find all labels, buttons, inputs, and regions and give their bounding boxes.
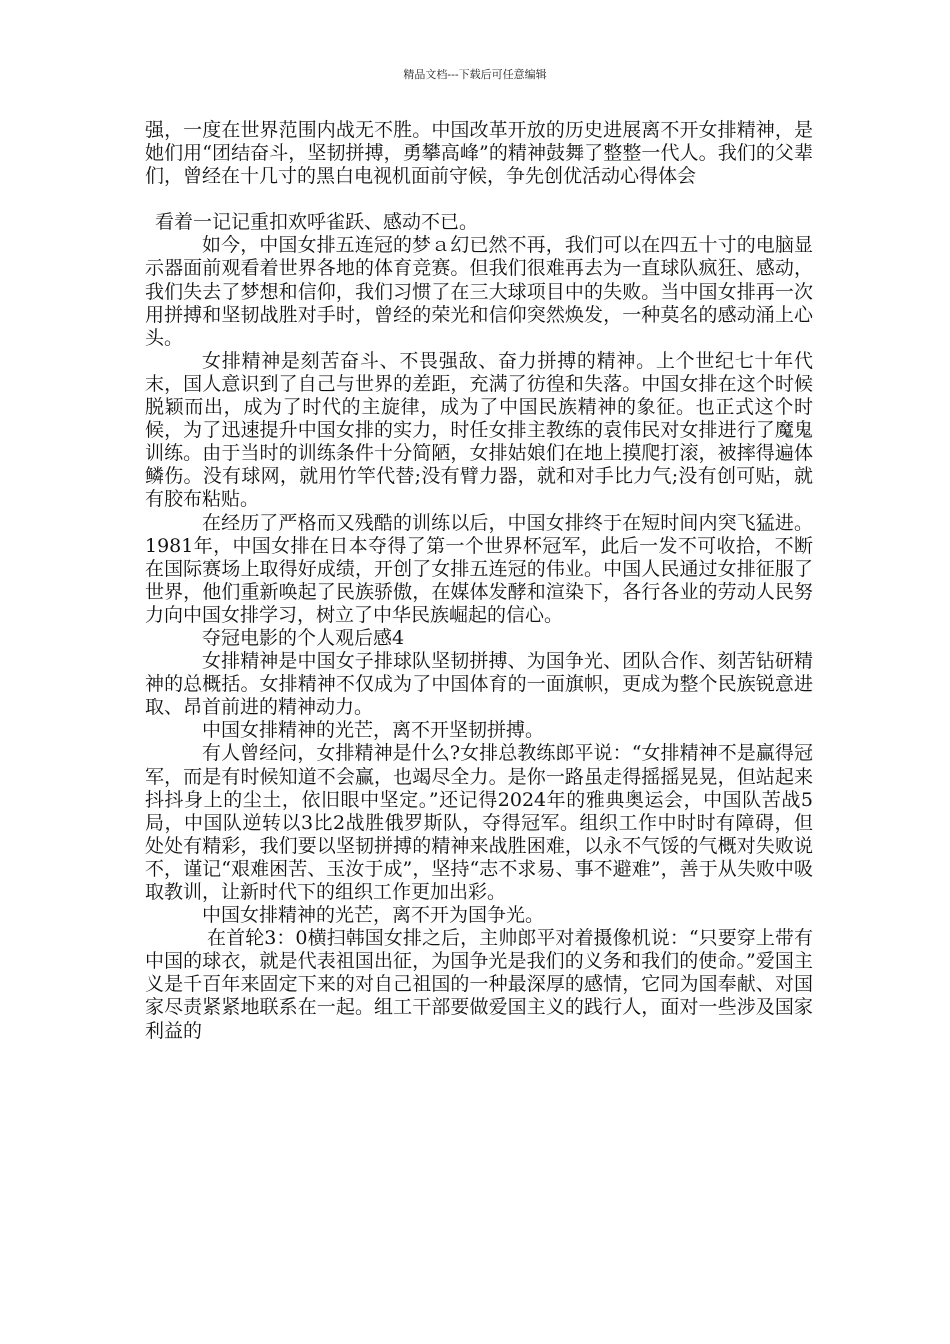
paragraph: 中国女排精神的光芒，离不开坚韧拼搏。 [202, 719, 545, 742]
blank-line [145, 188, 813, 211]
paragraph: 中国女排精神的光芒，离不开为国争光。 [202, 904, 545, 927]
paragraph: 在经历了严格而又残酷的训练以后，中国女排终于在短时间内突飞猛进。1981年，中国女排在日本夺得了第一个世界杯冠军，此后一发不可收拾，不断在国际赛场上取得好成绩，开创了女排五连冠的伟业。中国人民通过女排征服了世界，他们重新唤起了民族骄傲，在媒体发酵和渲染下，各行各业的劳动人民努力向中国女排学习，树立了中华民族崛起的信心。 [145, 511, 813, 626]
section-heading: 夺冠电影的个人观后感4 [202, 626, 405, 649]
paragraph: 在首轮3：0横扫韩国女排之后，主帅郎平对着摄像机说：“只要穿上带有中国的球衣，就是代表祖国出征，为国争光是我们的义务和我们的使命。”爱国主义是千百年来固定下来的对自己祖国的一种最深厚的感情，它同为国奉献、对国家尽责紧紧地联系在一起。组工干部要做爱国主义的践行人，面对一些涉及国家利益的 [145, 927, 813, 1042]
page-header: 精品文档---下载后可任意编辑 [403, 68, 547, 81]
paragraph: 看着一记记重扣欢呼雀跃、感动不已。 [155, 211, 479, 234]
paragraph: 女排精神是刻苦奋斗、不畏强敌、奋力拼搏的精神。上个世纪七十年代末，国人意识到了自己与世界的差距，充满了彷徨和失落。中国女排在这个时候脱颖而出，成为了时代的主旋律，成为了中国民族精神的象征。也正式这个时候，为了迅速提升中国女排的实力，时任女排主教练的袁伟民对女排进行了魔鬼训练。由于当时的训练条件十分简陋，女排姑娘们在地上摸爬打滚，被摔得遍体鳞伤。没有球网，就用竹竿代替;没有臂力器，就和对手比力气;没有创可贴，就有胶布粘贴。 [145, 349, 813, 511]
paragraph: 女排精神是中国女子排球队坚韧拼搏、为国争光、团队合作、刻苦钻研精神的总概括。女排精神不仅成为了中国体育的一面旗帜，更成为整个民族锐意进取、昂首前进的精神动力。 [145, 650, 813, 719]
document-body [145, 119, 813, 1043]
paragraph: 强，一度在世界范围内战无不胜。中国改革开放的历史进展离不开女排精神，是她们用“团结奋斗，坚韧拼搏，勇攀高峰”的精神鼓舞了整整一代人。我们的父辈们，曾经在十几寸的黑白电视机面前守候，争先创优活动心得体会 [145, 119, 813, 188]
paragraph: 有人曾经问，女排精神是什么?女排总教练郎平说：“女排精神不是赢得冠军，而是有时候知道不会赢，也竭尽全力。是你一路虽走得摇摇晃晃，但站起来抖抖身上的尘土，依旧眼中坚定。”还记得2024年的雅典奥运会，中国队苦战5局，中国队逆转以3比2战胜俄罗斯队，夺得冠军。组织工作中时时有障碍，但处处有精彩，我们要以坚韧拼搏的精神来战胜困难，以永不气馁的气概对失败说不，谨记“艰难困苦、玉汝于成”，坚持“志不求易、事不避难”，善于从失败中吸取教训，让新时代下的组织工作更加出彩。 [145, 742, 813, 903]
paragraph: 如今，中国女排五连冠的梦ａ幻已然不再，我们可以在四五十寸的电脑显示器面前观看着世界各地的体育竞赛。但我们很难再去为一直球队疯狂、感动，我们失去了梦想和信仰，我们习惯了在三大球项目中的失败。当中国女排再一次用拼搏和坚韧战胜对手时，曾经的荣光和信仰突然焕发，一种莫名的感动涌上心头。 [145, 234, 813, 349]
